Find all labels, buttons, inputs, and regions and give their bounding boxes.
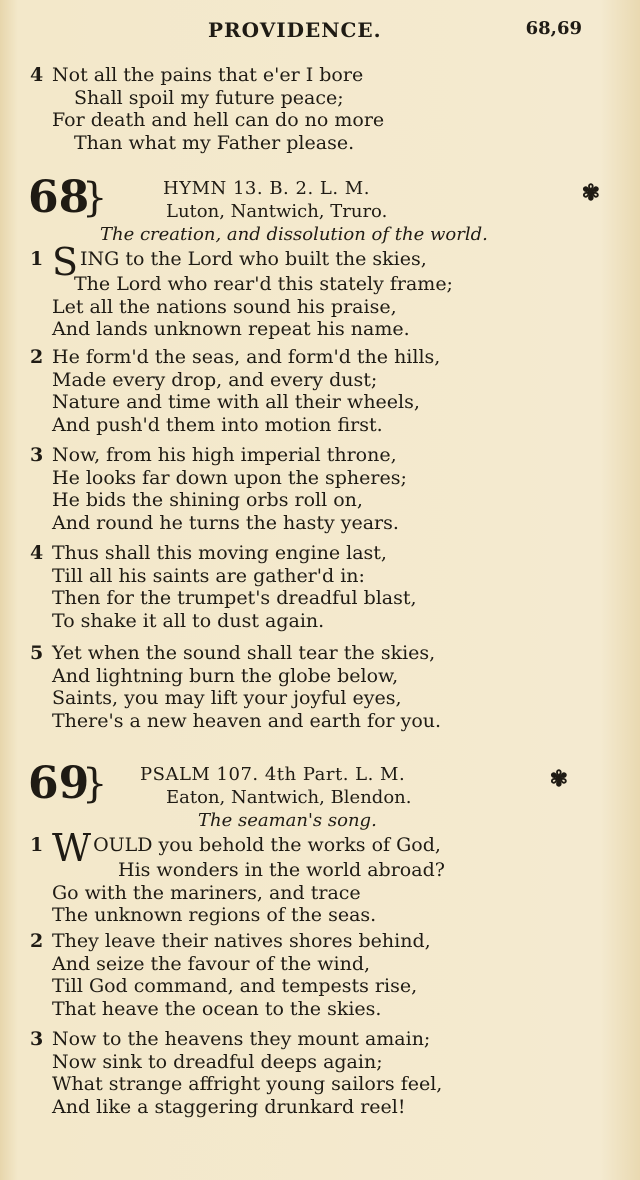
verse — [30, 1028, 590, 1118]
hymn-subtitle: The creation, and dissolution of the world. — [100, 224, 488, 245]
verse-line: Not all the pains that e'er I bore — [52, 64, 364, 86]
verse-line: Yet when the sound shall tear the skies, — [52, 642, 436, 664]
brace-icon: } — [82, 761, 108, 807]
verse-line: They leave their natives shores behind, — [52, 930, 431, 952]
hymn-number: 69 — [28, 758, 90, 809]
verse-number: 4 — [30, 64, 44, 86]
hymn-subtitle: The seaman's song. — [198, 810, 377, 831]
verse — [30, 642, 590, 732]
verse-number: 3 — [30, 444, 44, 466]
verse-line: Than what my Father please. — [74, 131, 355, 154]
verse-number: 4 — [30, 542, 44, 564]
verse-line: Shall spoil my future peace; — [74, 86, 344, 109]
verse-line: Made every drop, and every dust; — [52, 368, 378, 391]
verse-line: That heave the ocean to the skies. — [52, 997, 382, 1020]
verse-line: And seize the favour of the wind, — [52, 952, 371, 975]
verse — [30, 240, 590, 341]
verse-line: Till God command, and tempests rise, — [52, 975, 418, 997]
verse-line: And like a staggering drunkard reel! — [52, 1095, 406, 1118]
verse-line: The Lord who rear'd this stately frame; — [74, 273, 453, 295]
hymn-meta: PSALM 107. 4th Part. L. M. — [140, 764, 406, 785]
verse-line: Now to the heavens they mount amain; — [52, 1028, 431, 1050]
verse-number: 1 — [30, 834, 44, 856]
verse-line: And lands unknown repeat his name. — [52, 318, 410, 340]
drop-cap: S — [52, 240, 79, 284]
verse-line: For death and hell can do no more — [52, 109, 385, 131]
running-header — [0, 18, 640, 48]
verse-line: The unknown regions of the seas. — [52, 904, 377, 926]
verse-line: Now, from his high imperial throne, — [52, 444, 397, 466]
hymn-tunes: Eaton, Nantwich, Blendon. — [166, 787, 412, 808]
verse-line: Saints, you may lift your joyful eyes, — [52, 687, 402, 709]
ornament-icon: ✾ — [581, 180, 600, 206]
verse-number: 3 — [30, 1028, 44, 1050]
hymn-tunes: Luton, Nantwich, Truro. — [166, 201, 388, 222]
verse-line: And round he turns the hasty years. — [52, 511, 399, 534]
verse-line: He looks far down upon the spheres; — [52, 466, 407, 489]
hymn-number: 68 — [28, 172, 90, 223]
verse — [30, 930, 590, 1020]
ornament-icon: ✾ — [549, 766, 568, 792]
verse-line: OULD you behold the works of God, — [93, 834, 441, 856]
verse — [30, 826, 590, 927]
verse-line: What strange affright young sailors feel, — [52, 1073, 443, 1095]
verse-line: Till all his saints are gather'd in: — [52, 564, 365, 587]
verse-line: To shake it all to dust again. — [52, 609, 325, 632]
verse-line: He bids the shining orbs roll on, — [52, 489, 363, 511]
brace-icon: } — [82, 175, 108, 221]
verse-line: And lightning burn the globe below, — [52, 664, 399, 687]
verse-line: ING to the Lord who built the skies, — [80, 248, 427, 270]
drop-cap: W — [52, 826, 92, 870]
prev-verse — [30, 64, 590, 154]
verse-line: Nature and time with all their wheels, — [52, 391, 420, 413]
verse-number: 5 — [30, 642, 44, 664]
verse-number: 2 — [30, 930, 44, 952]
verse-line: His wonders in the world abroad? — [118, 859, 445, 881]
verse-number: 1 — [30, 248, 44, 270]
verse-line: Now sink to dreadful deeps again; — [52, 1050, 383, 1073]
verse-line: And push'd them into motion first. — [52, 413, 383, 436]
hymn-range: 68,69 — [525, 18, 582, 39]
verse-line: Then for the trumpet's dreadful blast, — [52, 587, 417, 609]
verse-line: Let all the nations sound his praise, — [52, 295, 397, 318]
verse-line: Thus shall this moving engine last, — [52, 542, 387, 564]
verse-line: He form'd the seas, and form'd the hills, — [52, 346, 441, 368]
verse-number: 2 — [30, 346, 44, 368]
verse — [30, 346, 590, 436]
verse-line: Go with the mariners, and trace — [52, 881, 361, 904]
verse — [30, 542, 590, 632]
verse-line: There's a new heaven and earth for you. — [52, 709, 442, 732]
hymn-meta: HYMN 13. B. 2. L. M. — [163, 178, 370, 199]
page-title: PROVIDENCE. — [208, 18, 382, 42]
verse — [30, 444, 590, 534]
